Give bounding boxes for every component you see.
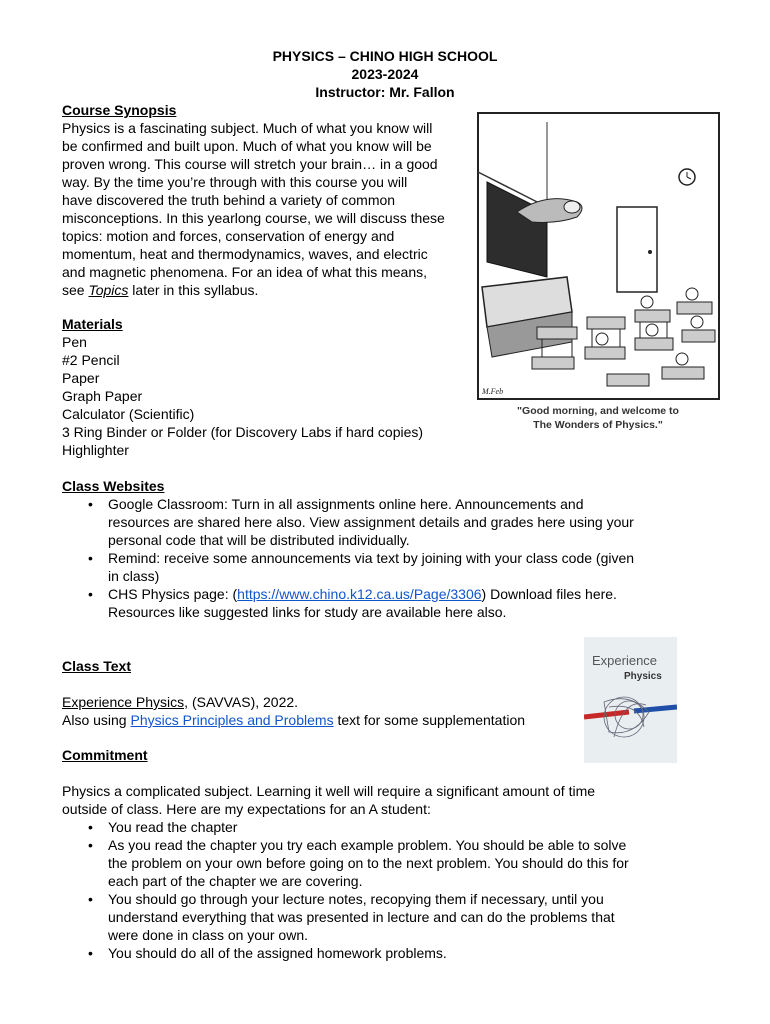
commitment-bullet-line: each part of the chapter we are covering. [108, 873, 363, 889]
synopsis-last-prefix: see [62, 282, 89, 298]
synopsis-last-suffix: later in this syllabus. [128, 282, 259, 298]
synopsis-line: way. By the time you’re through with this course you will [62, 174, 408, 190]
topics-link[interactable]: Topics [88, 282, 129, 298]
chs-physics-suffix: ) Download files here. [481, 586, 617, 602]
synopsis-line: misconceptions. In this yearlong course, we will discuss these [62, 210, 445, 226]
chs-physics-line [108, 585, 617, 603]
commitment-bullet-line: You read the chapter [108, 819, 238, 835]
materials-item: #2 Pencil [62, 352, 120, 368]
synopsis-line: and magnetic phenomena. For an idea of what this means, [62, 264, 427, 280]
textbook-rest: (SAVVAS), 2022. [188, 694, 299, 710]
materials-item: Graph Paper [62, 388, 143, 404]
commitment-bullet-line: understand everything that was presented in lecture and can do the problems that [108, 909, 615, 925]
commitment-bullet-line: the problem on your own before going on to the next problem. You should do this for [108, 855, 629, 871]
bullet-icon: • [88, 891, 93, 907]
materials-item: Calculator (Scientific) [62, 406, 195, 422]
materials-item: Pen [62, 334, 87, 350]
synopsis-line: proven wrong. This course will stretch your brain… in a good [62, 156, 438, 172]
textbook-line [62, 693, 298, 711]
website-bullet-line: Resources like suggested links for study are available here also. [108, 604, 507, 620]
commitment-bullet-line: As you read the chapter you try each example problem. You should be able to solve [108, 837, 627, 853]
website-bullet-line: personal code that will be distributed individually. [108, 532, 410, 548]
synopsis-line: topics: motion and forces, conservation of energy and [62, 228, 395, 244]
website-bullet-line: Remind: receive some announcements via text by joining with your class code (given [108, 550, 635, 566]
physics-principles-link[interactable]: Physics Principles and Problems [130, 712, 334, 728]
chs-physics-link[interactable]: https://www.chino.k12.ca.us/Page/3306 [237, 586, 482, 602]
cover-title-line-1: Experience [592, 653, 658, 668]
class-text-heading: Class Text [62, 658, 131, 674]
bullet-icon: • [88, 550, 93, 566]
cartoon-signature: M.Feb [482, 387, 504, 396]
commitment-bullet-line: You should go through your lecture notes, recopying them if necessary, until you [108, 891, 604, 907]
textbook-cover-image [584, 637, 677, 763]
cartoon-caption-line-1: "Good morning, and welcome to [517, 405, 679, 417]
commitment-bullet-line: You should do all of the assigned homework problems. [108, 945, 447, 961]
instructor-line: Instructor: Mr. Fallon [315, 84, 455, 100]
commitment-intro-line: outside of class. Here are my expectations for an A student: [62, 801, 431, 817]
chs-physics-prefix: CHS Physics page: ( [108, 586, 238, 602]
bullet-icon: • [88, 819, 93, 835]
cartoon-caption-line-2: The Wonders of Physics." [533, 419, 663, 431]
bullet-icon: • [88, 837, 93, 853]
bullet-icon: • [88, 586, 93, 602]
school-year: 2023-2024 [351, 66, 419, 82]
website-bullet-line: resources are shared here also. View assignment details and grades here using your [108, 514, 634, 530]
materials-item: Highlighter [62, 442, 129, 458]
document-title: PHYSICS – CHINO HIGH SCHOOL [272, 48, 498, 64]
website-bullet-line: Google Classroom: Turn in all assignments online here. Announcements and [108, 496, 584, 512]
materials-heading: Materials [62, 316, 123, 332]
supplement-prefix: Also using [62, 712, 131, 728]
synopsis-heading: Course Synopsis [62, 102, 177, 118]
synopsis-last-line [62, 281, 258, 299]
commitment-intro-line: Physics a complicated subject. Learning it well will require a significant amount of time [62, 783, 596, 799]
commitment-heading: Commitment [62, 747, 148, 763]
supplement-suffix: text for some supplementation [333, 712, 526, 728]
materials-item: 3 Ring Binder or Folder (for Discovery Labs if hard copies) [62, 424, 424, 440]
textbook-title: Experience Physics, [62, 694, 189, 710]
commitment-bullet-line: were done in class on your own. [108, 927, 308, 943]
synopsis-line: be confirmed and built upon. Much of what you know will be [62, 138, 432, 154]
supplement-line [62, 711, 525, 729]
websites-heading: Class Websites [62, 478, 165, 494]
physics-cartoon-image [477, 112, 720, 437]
materials-item: Paper [62, 370, 100, 386]
website-bullet-line: in class) [108, 568, 160, 584]
bullet-icon: • [88, 496, 93, 512]
cover-title-line-2: Physics [624, 671, 662, 682]
synopsis-line: have discovered the truth behind a variety of common [62, 192, 396, 208]
synopsis-line: momentum, heat and thermodynamics, waves, and electric [62, 246, 428, 262]
synopsis-line: Physics is a fascinating subject. Much of what you know will [62, 120, 433, 136]
bullet-icon: • [88, 945, 93, 961]
